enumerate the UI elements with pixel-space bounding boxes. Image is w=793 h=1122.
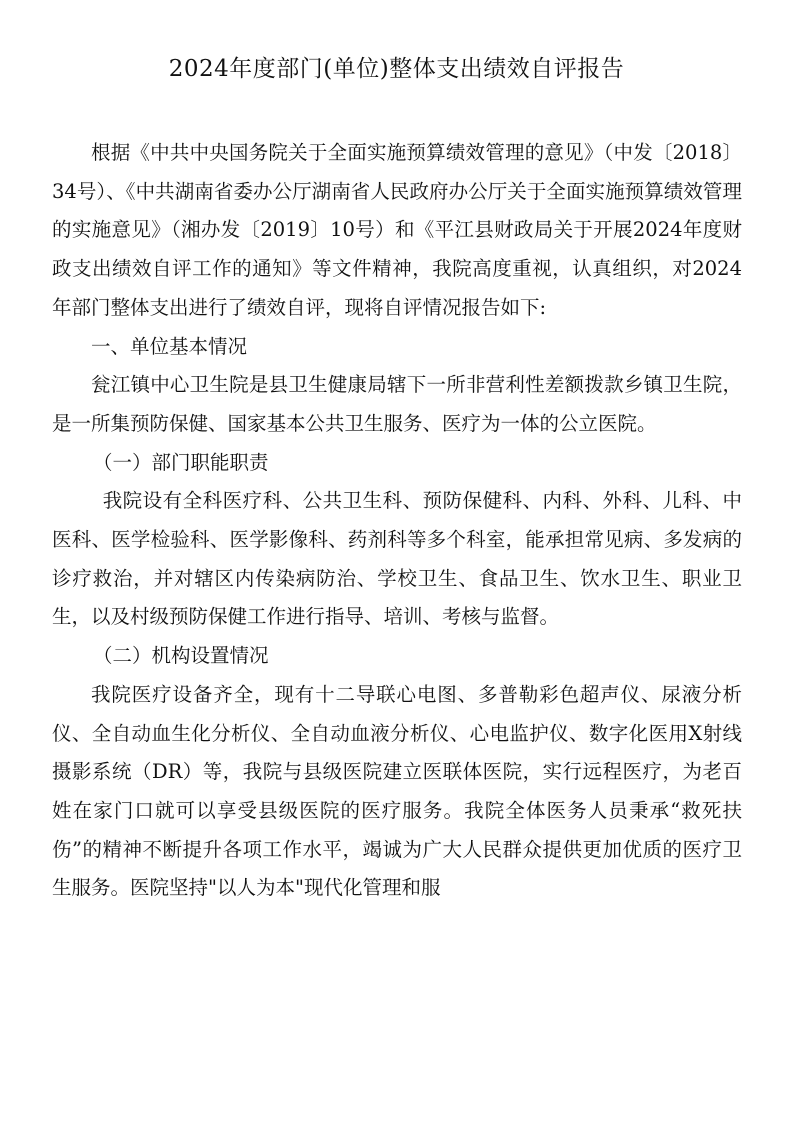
paragraph-intro: 根据《中共中央国务院关于全面实施预算绩效管理的意见》（中发〔2018〕34号）、《中共湖南省委办公厅湖南省人民政府办公厅关于全面实施预算绩效管理的实施意见》（湘办发〔2019〕10号）和《平江县财政局关于开展2024年度财政支出绩效自评工作的通知》等文件精神，我院高度重视，认真组织，对2024年部门整体支出进行了绩效自评，现将自评情况报告如下: <box>52 141 742 319</box>
paragraph-duties: 我院设有全科医疗科、公共卫生科、预防保健科、内科、外科、儿科、中医科、医学检验科、医学影像科、药剂科等多个科室，能承担常见病、多发病的诊疗救治，并对辖区内传染病防治、学校卫生、食品卫生、饮水卫生、职业卫生，以及村级预防保健工作进行指导、培训、考核与监督。 <box>52 489 742 629</box>
paragraph-basic-info: 瓮江镇中心卫生院是县卫生健康局辖下一所非营利性差额拨款乡镇卫生院，是一所集预防保健、国家基本公共卫生服务、医疗为一体的公立医院。 <box>52 373 742 435</box>
subsection-heading-organization: （二）机构设置情况 <box>92 644 269 668</box>
section-heading-basic-info: 一、单位基本情况 <box>91 334 248 358</box>
paragraph-equipment: 我院医疗设备齐全，现有十二导联心电图、多普勒彩色超声仪、尿液分析仪、全自动血生化分析仪、全自动血液分析仪、心电监护仪、数字化医用X射线摄影系统（DR）等，我院与县级医院建立医联体医院，实行远程医疗，为老百姓在家门口就可以享受县级医院的医疗服务。我院全体医务人员秉承“救死扶伤”的精神不断提升各项工作水平，竭诚为广大人民群众提供更加优质的医疗卫生服务。医院坚持"以人为本"现代化管理和服 <box>52 682 742 900</box>
page-title: 2024年度部门(单位)整体支出绩效自评报告 <box>168 56 625 82</box>
document-body <box>52 134 742 908</box>
subsection-heading-duties: （一）部门职能职责 <box>92 450 269 474</box>
